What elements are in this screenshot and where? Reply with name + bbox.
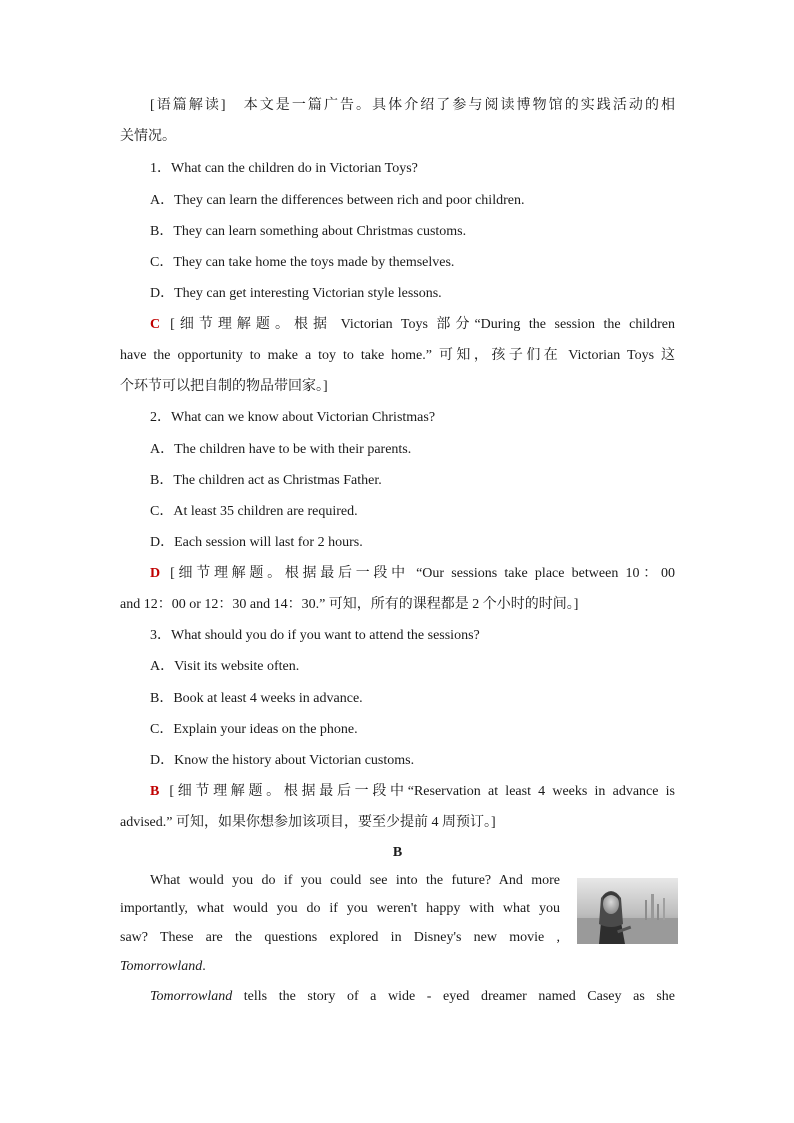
question-1-explanation-line-3: 个环节可以把自制的物品带回家。]: [120, 379, 328, 394]
section-b-paragraph-2-line-1: [150, 987, 675, 1007]
question-1-explanation-line-2: have the opportunity to make a toy to take home.” 可知，孩子们在 Victorian Toys 这: [120, 348, 675, 363]
question-1-option-c: C．They can take home the toys made by themselves.: [150, 255, 455, 270]
question-3-option-d: D．Know the history about Victorian customs.: [150, 753, 415, 768]
question-3-explanation-line-2: advised.” 可知，如果你想参加该项目，要至少提前 4 周预订。]: [120, 815, 496, 830]
paragraph-2-text: tells the story of a wide - eyed dreamer named Casey as she: [232, 989, 675, 1004]
question-2-option-a: A．The children have to be with their parents.: [150, 442, 412, 457]
question-1-explanation-line-1: [150, 315, 675, 335]
question-2-explanation-line-2: and 12：00 or 12：30 and 14：30.” 可知，所有的课程都是 2 个小时的时间。]: [120, 597, 579, 612]
question-2-explanation-text: [细节理解题。根据最后一段中 “Our sessions take place between 10：00: [170, 566, 675, 581]
question-1-option-d: D．They can get interesting Victorian style lessons.: [150, 286, 442, 301]
period: .: [202, 959, 206, 974]
movie-still-photo: [577, 878, 678, 944]
movie-title: Tomorrowland: [120, 959, 203, 974]
question-2-answer: D: [150, 566, 161, 581]
section-b-paragraph-1-line-1: What would you do if you could see into the future? And more: [150, 873, 560, 888]
question-1-option-b: B．They can learn something about Christmas customs.: [150, 224, 467, 239]
section-b-paragraph-1-line-4: [120, 957, 675, 977]
question-2-option-b: B．The children act as Christmas Father.: [150, 473, 382, 488]
question-3-option-a: A．Visit its website often.: [150, 659, 300, 674]
question-3-stem: 3．What should you do if you want to attend the sessions?: [150, 628, 480, 643]
reading-analysis-line-2: 关情况。: [120, 129, 176, 144]
question-2-option-d: D．Each session will last for 2 hours.: [150, 535, 363, 550]
question-2-option-c: C．At least 35 children are required.: [150, 504, 358, 519]
question-1-answer: C: [150, 317, 161, 332]
question-1-stem: 1．What can the children do in Victorian Toys?: [150, 161, 418, 176]
question-2-stem: 2．What can we know about Victorian Christmas?: [150, 410, 436, 425]
question-3-option-c: C．Explain your ideas on the phone.: [150, 722, 358, 737]
section-b-paragraph-1-line-2: importantly, what would you do if you weren't happy with what you: [120, 901, 560, 916]
reading-analysis-text: 本文是一篇广告。具体介绍了参与阅读博物馆的实践活动的相: [243, 98, 676, 113]
question-3-answer: B: [150, 784, 160, 799]
reading-analysis-line-1: [150, 96, 675, 116]
question-2-explanation-line-1: [150, 564, 675, 584]
question-1-explanation-text: [细节理解题。根据 Victorian Toys 部分“During the session the children: [170, 317, 675, 332]
movie-title-2: Tomorrowland: [150, 989, 233, 1004]
question-3-explanation-text: [细节理解题。根据最后一段中“Reservation at least 4 weeks in advance is: [169, 784, 675, 799]
question-1-option-a: A．They can learn the differences between rich and poor children.: [150, 193, 525, 208]
section-b-paragraph-1-line-3: saw? These are the questions explored in Disney's new movie ,: [120, 930, 560, 945]
reading-analysis-tag: [语篇解读]: [150, 98, 226, 113]
section-b-heading: B: [392, 845, 403, 860]
question-3-explanation-line-1: [150, 782, 675, 802]
question-3-option-b: B．Book at least 4 weeks in advance.: [150, 691, 363, 706]
